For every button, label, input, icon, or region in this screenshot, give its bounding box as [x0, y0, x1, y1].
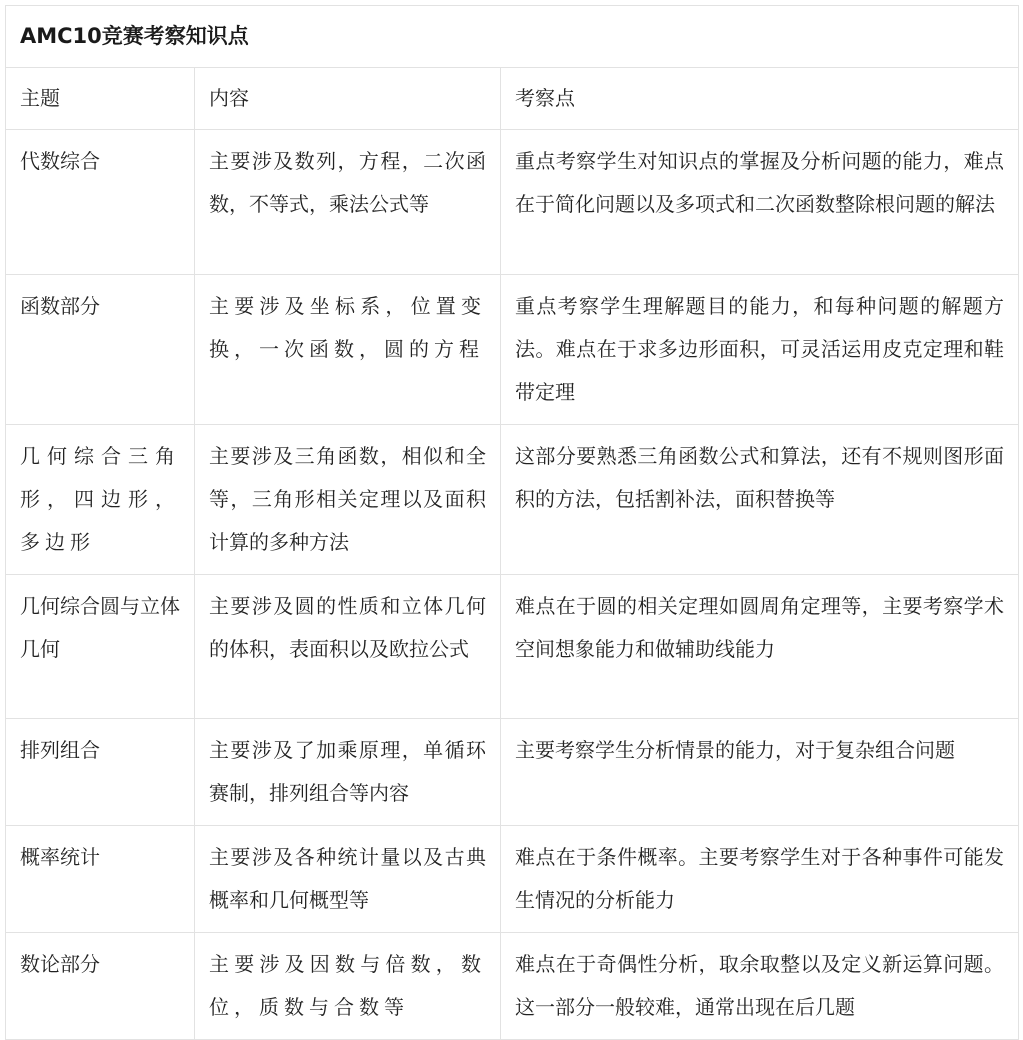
header-topic: 主题: [6, 68, 195, 130]
row-topic: 概率统计: [6, 826, 195, 933]
table-row: [6, 933, 1019, 1040]
knowledge-table: [5, 5, 1019, 1040]
row-focus: 难点在于条件概率。主要考察学生对于各种事件可能发生情况的分析能力: [501, 826, 1019, 933]
row-focus: 这部分要熟悉三角函数公式和算法，还有不规则图形面积的方法，包括割补法，面积替换等: [501, 425, 1019, 575]
row-topic: 代数综合: [6, 130, 195, 275]
table-row: [6, 719, 1019, 826]
row-topic: 函数部分: [6, 275, 195, 425]
row-focus: 重点考察学生理解题目的能力，和每种问题的解题方法。难点在于求多边形面积，可灵活运用皮克定理和鞋带定理: [501, 275, 1019, 425]
row-focus: 重点考察学生对知识点的掌握及分析问题的能力，难点在于简化问题以及多项式和二次函数整除根问题的解法: [501, 130, 1019, 275]
row-focus: 主要考察学生分析情景的能力，对于复杂组合问题: [501, 719, 1019, 826]
row-topic: 排列组合: [6, 719, 195, 826]
table-title: AMC10竞赛考察知识点: [6, 6, 1019, 68]
table-row: [6, 575, 1019, 719]
header-content: 内容: [195, 68, 501, 130]
row-topic: 几何综合三角形，四边形，多边形: [6, 425, 195, 575]
row-focus: 难点在于奇偶性分析，取余取整以及定义新运算问题。这一部分一般较难，通常出现在后几题: [501, 933, 1019, 1040]
header-focus: 考察点: [501, 68, 1019, 130]
row-content: 主要涉及了加乘原理，单循环赛制，排列组合等内容: [195, 719, 501, 826]
knowledge-table-container: [5, 5, 1018, 1040]
row-content: 主要涉及各种统计量以及古典概率和几何概型等: [195, 826, 501, 933]
table-row: [6, 130, 1019, 275]
row-content: 主要涉及坐标系，位置变换，一次函数，圆的方程: [195, 275, 501, 425]
row-focus: 难点在于圆的相关定理如圆周角定理等，主要考察学术空间想象能力和做辅助线能力: [501, 575, 1019, 719]
table-row: [6, 425, 1019, 575]
table-header-row: [6, 68, 1019, 130]
row-topic: 数论部分: [6, 933, 195, 1040]
table-title-row: [6, 6, 1019, 68]
row-topic: 几何综合圆与立体几何: [6, 575, 195, 719]
table-row: [6, 275, 1019, 425]
row-content: 主要涉及圆的性质和立体几何的体积，表面积以及欧拉公式: [195, 575, 501, 719]
row-content: 主要涉及三角函数，相似和全等，三角形相关定理以及面积计算的多种方法: [195, 425, 501, 575]
row-content: 主要涉及因数与倍数，数位，质数与合数等: [195, 933, 501, 1040]
table-row: [6, 826, 1019, 933]
row-content: 主要涉及数列，方程，二次函数，不等式，乘法公式等: [195, 130, 501, 275]
